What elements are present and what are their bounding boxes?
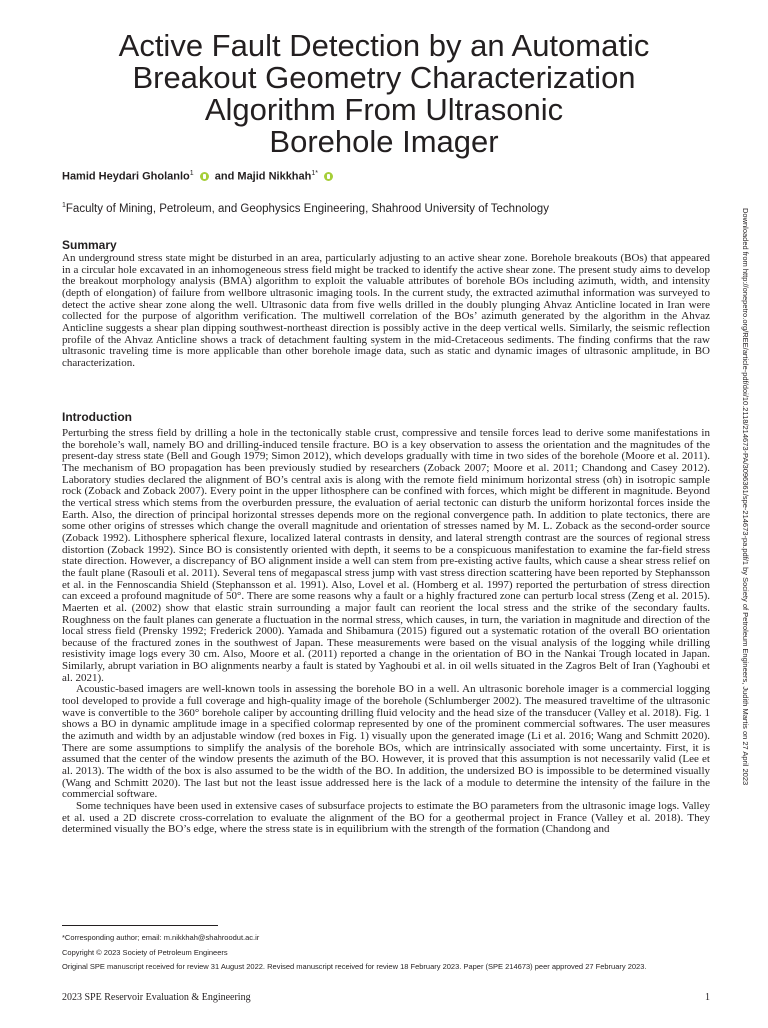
title-line: Borehole Imager	[269, 124, 499, 159]
page-number: 1	[705, 992, 710, 1003]
author-affiliation-mark: 1	[189, 170, 194, 177]
summary-paragraph: An underground stress state might be disturbed in an area, particularly adjusting to an active shear zone. Borehole breakouts (BOs) that appeared in a circular hole excavated in an inhomogeneous stress field might be tracked to identify the active shear zone. The present study aims to develop the breakout morphology analysis (BMA) algorithm to exploit the valuable attributes of borehole BOs including azimuth, width, and intensity (depth of elongation) of failure from wellbore ultrasonic imaging tools. In the current study, the extracted azimuthal information was surveyed to detect the active shear zone along the well. Ultrasonic data from five wells drilled in the doubly plunging Ahvaz Anticline located in Iran were collected for the purpose of algorithm verification. The multiwell correlation of the BOs’ azimuth generated by the algorithm in the Ahvaz Anticline suggests a shear plan dipping southwest-northeast direction is possibly active in the deep vertical wells. Similarly, the seismic reflection profile of the Ahvaz Anticline shows a track of detachment faulting system in the mid-Cretaceous sediments. The finding confirms that the raw ultrasonic traveling time is more applicable than other borehole image data, such as static and dynamic images of ultrasonic amplitude, in BO characterization.	[62, 252, 710, 369]
orcid-icon[interactable]	[200, 172, 209, 181]
download-note-margin	[739, 208, 753, 1028]
introduction-heading: Introduction	[62, 410, 132, 424]
author-list	[62, 170, 336, 183]
author-affiliation-mark: 1*	[311, 170, 318, 177]
affiliation	[62, 202, 549, 215]
summary-heading: Summary	[62, 238, 117, 252]
body-paragraph: Some techniques have been used in extensive cases of subsurface projects to estimate the BO parameters from the ultrasonic image logs. Valley et al. used a 2D discrete cross-correlation to evaluate the alignment of the BO for a geothermal project in France (Valley et al. 2018). They determined visually the BO’s edge, where the stress state is in equilibrium with the strength of the formation (Chandong and	[62, 800, 710, 836]
title-line: Active Fault Detection by an Automatic	[118, 28, 650, 63]
introduction-body	[62, 428, 710, 836]
copyright-note: Copyright © 2023 Society of Petroleum Engineers	[62, 948, 228, 957]
author-connector: and	[214, 170, 235, 183]
paper-title	[60, 30, 708, 158]
footnote-divider	[62, 925, 218, 926]
summary-body	[62, 253, 710, 370]
journal-footer: 2023 SPE Reservoir Evaluation & Engineering	[62, 992, 251, 1003]
affiliation-mark: 1	[62, 202, 66, 209]
body-paragraph: Acoustic-based imagers are well-known tools in assessing the borehole BO in a well. An ultrasonic borehole imager is a commercial logging tool developed to provide a full coverage and high-quality image of the borehole (Schlumberger 2002). The measured traveltime of the ultrasonic wave is convertible to the 360° borehole caliper by accounting drilling fluid velocity and the head size of the transducer (Valley et al. 2018). Fig. 1 shows a BO in dynamic amplitude image in a specified colormap represented by one of the prominent commercial softwares. The user measures the azimuth and width by an adjustable window (red boxes in Fig. 1) visually upon the generated image (Li et al. 2016; Wang and Schmitt 2020). There are some assumptions to simplify the analysis of the borehole BOs, which are intrinsically associated with some uncertainty. First, it is assumed that the center of the window presents the azimuth of the BO. However, it is proved that this assumption is not necessarily valid (Lee et al. 2013). The width of the box is also assumed to be the width of the BO. In addition, the undersized BO is impossible to be determined visually (Wang and Schmitt 2020). The last but not the least issue addressed here is the lack of a module to determine the intensity of the failure in the commercial software.	[62, 683, 710, 801]
corresponding-author-note: *Corresponding author; email: m.nikkhah@shahroodut.ac.ir	[62, 933, 260, 942]
title-line: Breakout Geometry Characterization	[132, 60, 636, 95]
download-note: Downloaded from http://onepetro.org/REE/article-pdf/doi/10.2118/214673-PA/3096361/spe-214673-pa.pdf/1 by Society of Petroleum Engineers, Judith Martis on 27 April 2023	[741, 208, 750, 786]
orcid-icon[interactable]	[324, 172, 333, 181]
body-paragraph: Perturbing the stress field by drilling a hole in the tectonically stable crust, compressive and tensile forces lead to derive some manifestations in the borehole’s wall, namely BO and drilling-induced tensile fracture. BO is a key observation to assess the orientation and the magnitudes of the present-day stress state (Bell and Gough 1979; Simon 2012), which develops gradually with time in two sides of the borehole (Moore et al. 2011). The mechanism of BO propagation has been previously studied by researchers (Zoback 2007; Moore et al. 2011; Chandong and Casey 2012). Laboratory studies declared the alignment of BO’s central axis is along with the remote field minimum horizontal stress (σh) in isotropic sample rock (Zoback and Zoback 2007). Every point in the upper lithosphere can be confined with forces, which might be different in magnitude. Beyond the vertical stress which stems from the overburden pressure, the evaluation of aerial tectonic can disturb the uniform horizontal forces inside the Earth. Also, the direction of principal horizontal stresses depends more on the regional convergence path. In addition to plate tectonics, there are some other origins of stresses which change the overall magnitude and orientation of stresses named by M. L. Zoback as the second-order source (Zoback 1992). Lithosphere spherical flexure, localized lateral contrasts in density, and lateral strength contrast are the sources of regional stress distortion (Zoback 1992). Since BO is consistently oriented with depth, it seems to be a conspicuous manifestation to examine the far-field stress state direction. However, a discrepancy of BO alignment inside a well can stem from pre-existing active faults, which cause a shear stress relief on the fault plane (Rasouli et al. 2011). Several tens of megapascal stress jump with vast stress direction scattering have been reported by Stephansson et al. in the Fennoscandia Shield (Stephansson et al. 1991). Also, Lovel et al. (Homberg et al. 1997) reported the perturbation of stress direction can exceed a profound magnitude of 50°. There are some reasons why a fault or a highly fractured zone can perturb local stress (Zeng et al. 2015). Maerten et al. (2002) show that elastic strain surrounding a major fault can reorient the local stress and the strike of the secondary faults. Roughness on the fault planes can generate a fluctuation in the normal stress, which causes, in turn, the variation in magnitude and direction of the local stress field (Prensky 1992; Frederick 2000). Yamada and Shibamura (2015) figured out a systematic rotation of the overall BO orientation because of the fractured zones in the southwest of Japan. These measurements were based on the visual analysis of the logging while drilling resistivity image logs every 30 cm. Also, Moore et al. (2011) reported a change in the orientation of BO in the Nankai Trough located in Japan. Similarly, abrupt variation in BO alignments nearby a fault is stated by Yaghoubi et al. in oil wells situated in the Zagros Belt of Iran (Yaghoubi et al. 2021).	[62, 427, 710, 684]
manuscript-history-note: Original SPE manuscript received for review 31 August 2022. Revised manuscript received for review 18 February 2023. Paper (SPE 214673) peer approved 27 February 2023.	[62, 962, 647, 971]
author-name: Majid Nikkhah	[237, 170, 312, 183]
author-name: Hamid Heydari Gholanlo	[62, 170, 190, 183]
affiliation-text: Faculty of Mining, Petroleum, and Geophysics Engineering, Shahrood University of Technology	[65, 202, 549, 215]
title-line: Algorithm From Ultrasonic	[204, 92, 564, 127]
